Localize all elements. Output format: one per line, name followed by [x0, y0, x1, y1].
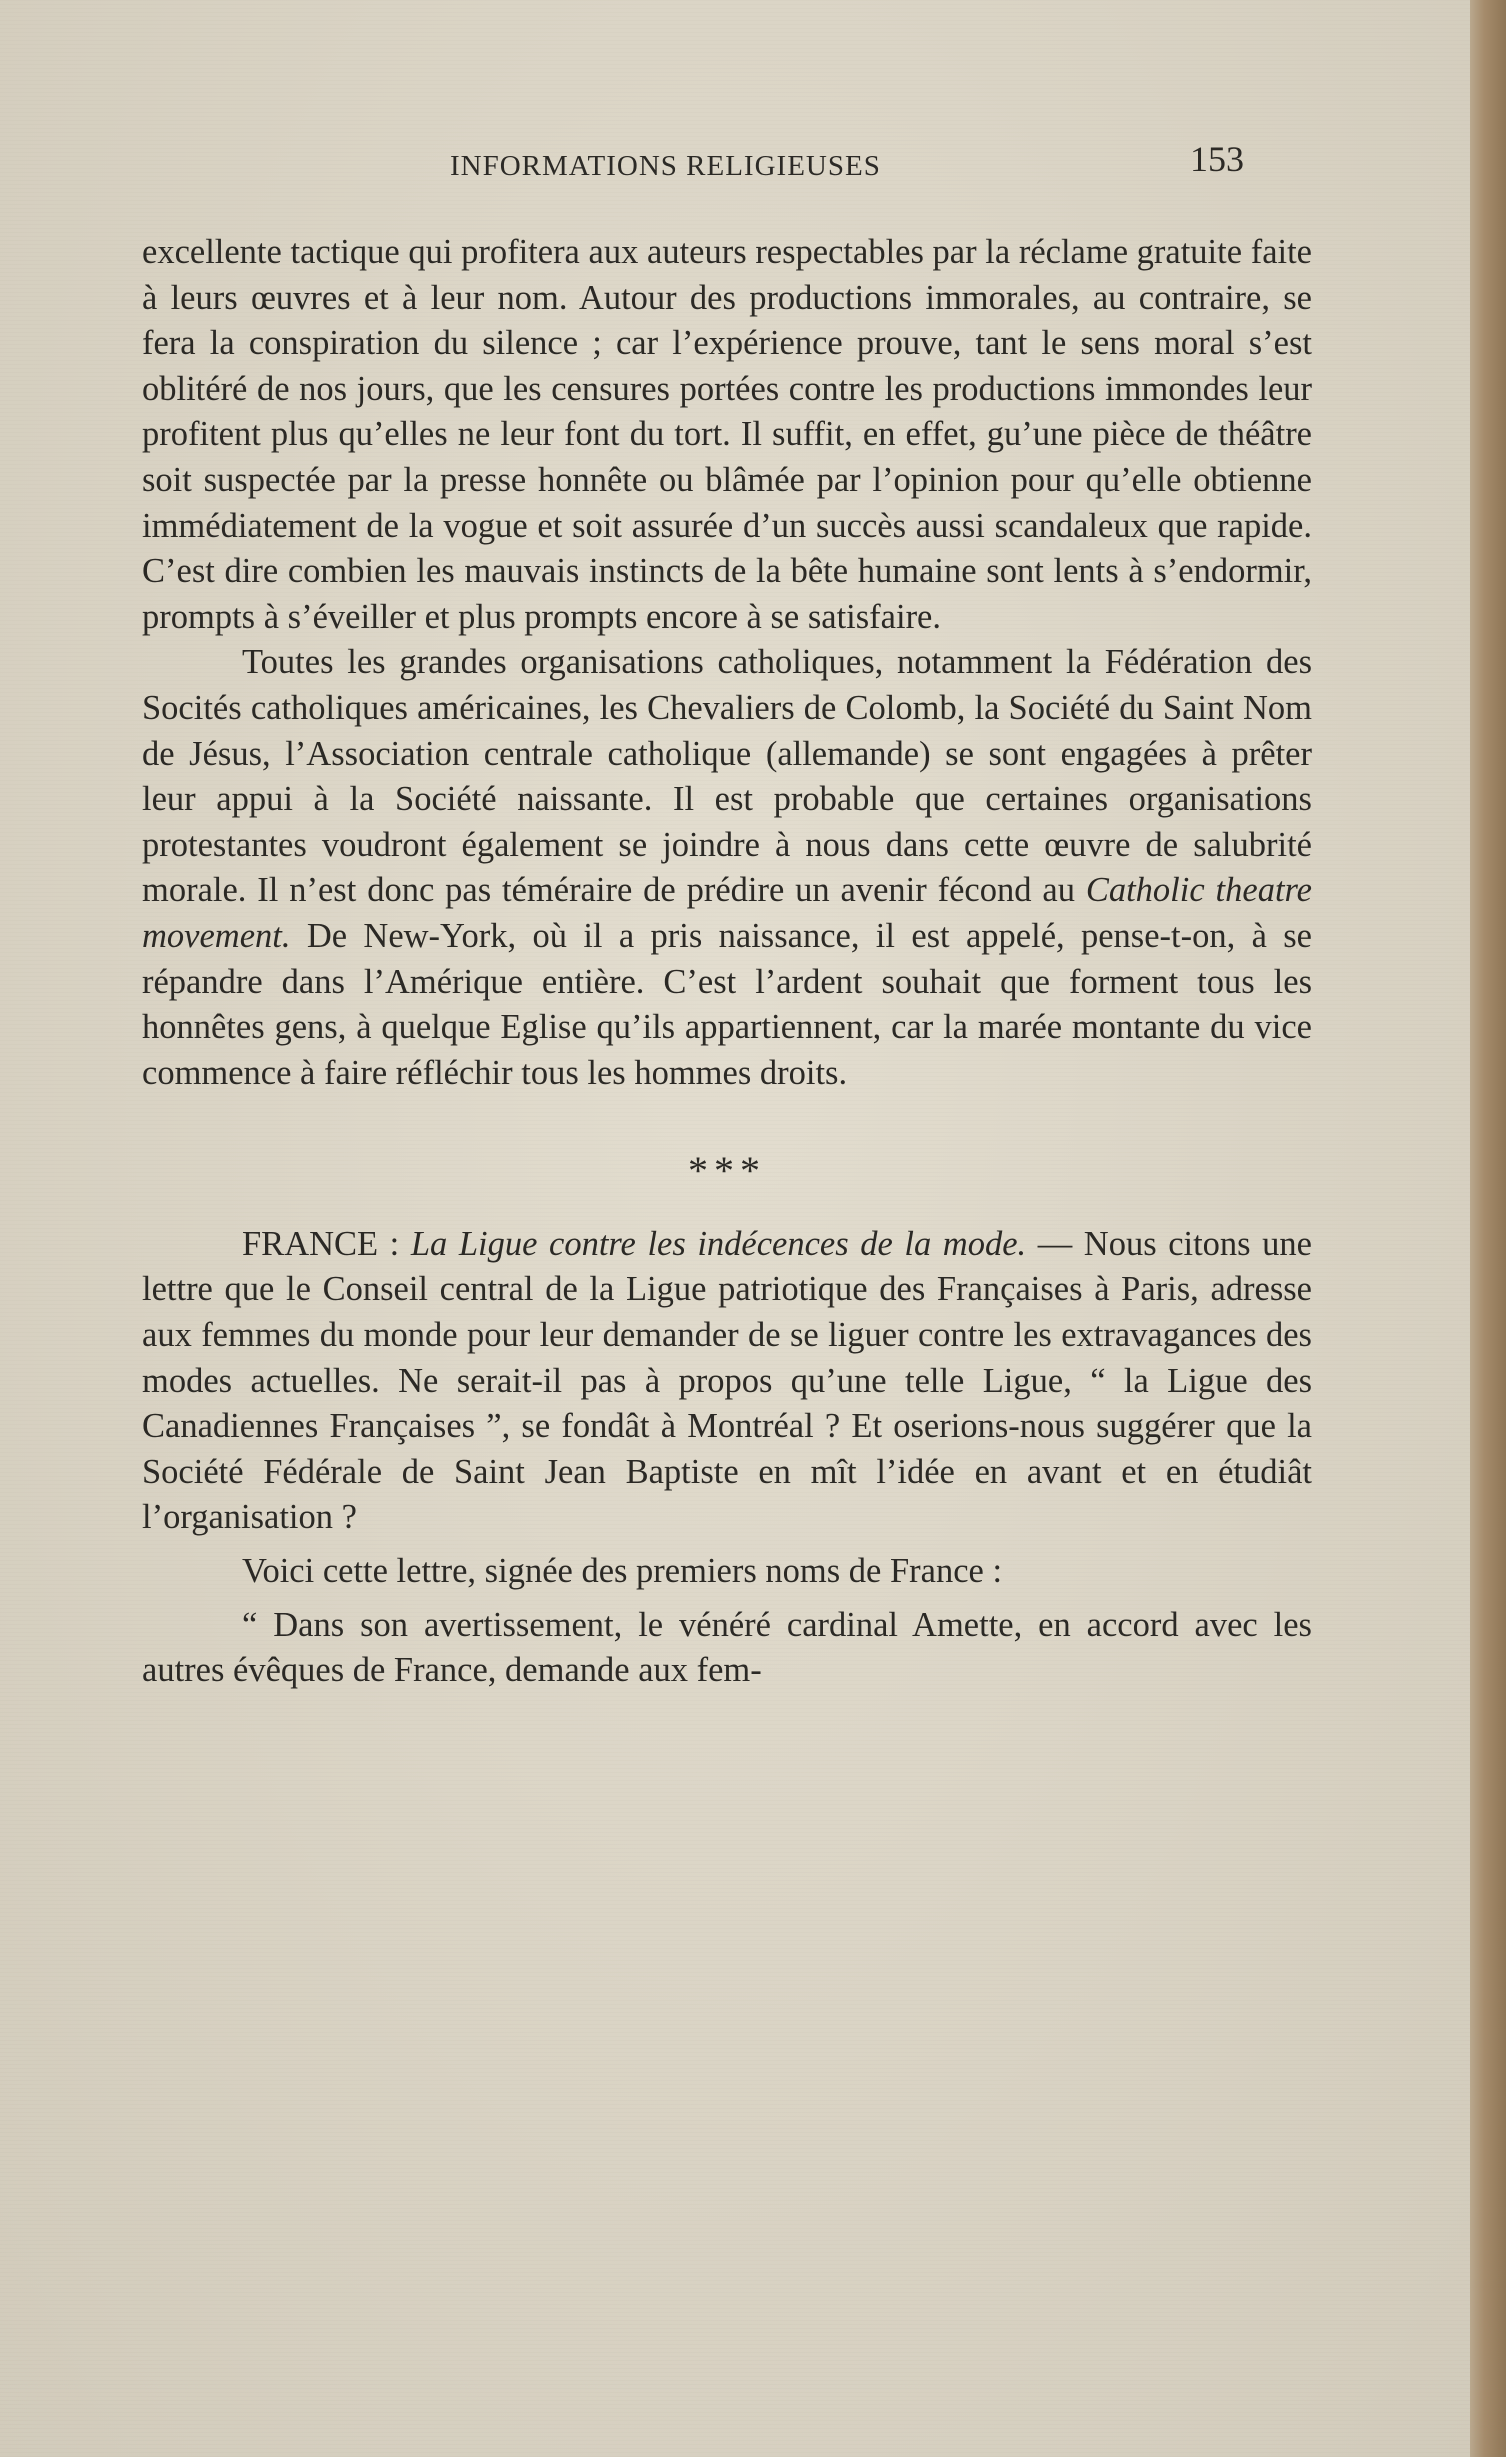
- paragraph-letter-quote: “ Dans son avertissement, le vénéré cardinal Amette, en accord avec les autres évêques de France, demande aux fem-: [142, 1605, 1312, 1690]
- text-segment: De New-York, où il a pris naissance, il est appelé, pense-t-on, à se répandre dans l’Amérique entière. C’est l’ardent souhait que forment tous les honnêtes gens, à quelque Eglise qu’ils appartiennent, car la marée montante du vice commence à faire réfléchir tous les hommes droits.: [142, 916, 1312, 1092]
- italic-title: Catholic theatre movement.: [142, 871, 1312, 955]
- body-text: [142, 230, 1312, 1694]
- running-title: INFORMATIONS RELIGIEUSES: [450, 150, 881, 182]
- paragraph-letter-intro: Voici cette lettre, signée des premiers noms de France :: [242, 1552, 1003, 1591]
- text-segment: — Nous citons une lettre que le Conseil central de la Ligue patriotique des Françaises à Paris, adresse aux femmes du monde pour leur demander de se liguer contre les extravagances des modes actuelles. Ne serait-il pas à propos qu’une telle Ligue, “ la Ligue des Canadiennes Françaises ”, se fondât à Montréal ? Et oserions-nous suggérer que la Société Fédérale de Saint Jean Baptiste en mît l’idée en avant et en étudiât l’organisation ?: [142, 1224, 1312, 1537]
- paragraph-france-league: [142, 1222, 1312, 1541]
- section-lead: FRANCE :: [242, 1224, 411, 1263]
- book-spine-edge: [1470, 0, 1506, 2457]
- italic-section-title: La Ligue contre les indécences de la mode.: [410, 1224, 1027, 1263]
- page-number: 153: [1190, 139, 1244, 179]
- text-segment: Toutes les grandes organisations catholiques, notamment la Fédération des Socités catholiques américaines, les Chevaliers de Colomb, la Société du Saint Nom de Jésus, l’Association centrale catholique (allemande) se sont engagées à prêter leur appui à la Société naissante. Il est probable que certaines organisations protestantes voudront également se joindre à nous dans cette œuvre de salubrité morale. Il n’est donc pas téméraire de prédire un avenir fécond au: [142, 643, 1312, 910]
- paragraph-catholic-organisations: [142, 640, 1312, 1096]
- paragraph-theatre-tactics: excellente tactique qui profitera aux auteurs respectables par la réclame gratuite faite à leurs œuvres et à leur nom. Autour des productions immorales, au contraire, se fera la conspiration du silence ; car l’expérience prouve, tant le sens moral s’est oblitéré de nos jours, que les censures portées contre les productions immondes leur profitent plus qu’elles ne leur font du tort. Il suffit, en effet, gu’une pièce de théâtre soit suspectée par la presse honnête ou blâmée par l’opinion pour qu’elle obtienne immédiatement de la vogue et soit assurée d’un succès aussi scandaleux que rapide. C’est dire combien les mauvais instincts de la bête humaine sont lents à s’endormir, prompts à s’éveiller et plus prompts encore à se satisfaire.: [142, 233, 1312, 636]
- section-separator: ***: [688, 1148, 766, 1194]
